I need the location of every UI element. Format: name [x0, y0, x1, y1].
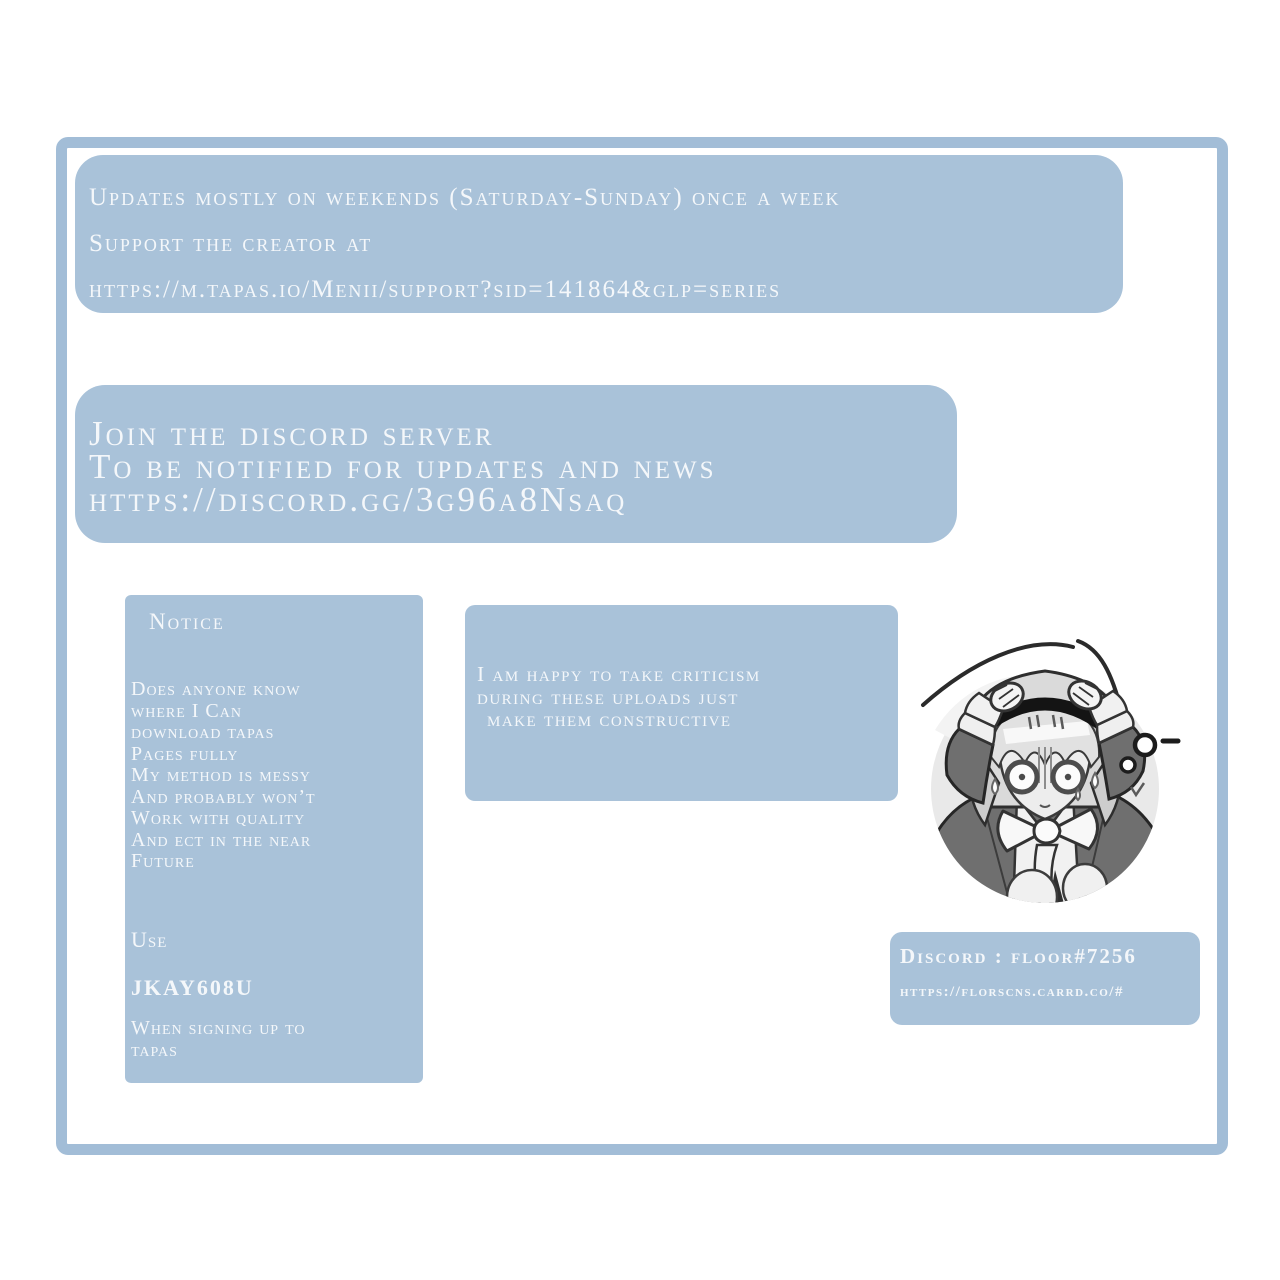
notice-line: My method is messy — [131, 764, 311, 786]
signup-line: tapas — [131, 1038, 178, 1061]
signup-instruction — [131, 1017, 419, 1061]
notified-updates-text: To be notified for updates and news — [89, 447, 717, 486]
notice-title: Notice — [149, 609, 225, 634]
join-discord-text: Join the discord server — [89, 414, 495, 453]
updates-schedule-text: Updates mostly on weekends (Saturday-Sunday) once a week — [89, 184, 841, 211]
criticism-line: I am happy to take criticism — [477, 662, 761, 686]
criticism-line: during these uploads just — [477, 684, 739, 709]
notice-line: Does anyone know — [131, 678, 301, 700]
criticism-line: make them constructive — [487, 707, 732, 731]
tapas-support-url: https://m.tapas.io/Menii/support?sid=141864&glp=series — [89, 276, 782, 303]
notice-line: And ect in the near — [131, 828, 312, 851]
signup-line: When signing up to — [131, 1016, 306, 1039]
support-creator-text: Support the creator at — [89, 230, 373, 257]
notice-line: Work with quality — [131, 807, 306, 829]
discord-panel — [75, 385, 957, 543]
stressed-girl-avatar — [895, 625, 1200, 915]
notice-line: download tapas — [131, 721, 275, 743]
carrd-url: https://florscns.carrd.co/# — [900, 984, 1124, 1000]
notice-body — [131, 679, 419, 873]
updates-panel — [75, 155, 1123, 313]
discord-invite-url: https://discord.gg/3g96a8Nsaq — [89, 480, 628, 519]
notice-line: Future — [131, 850, 195, 872]
notice-panel — [125, 595, 423, 1083]
criticism-panel — [465, 605, 898, 801]
use-label: Use — [131, 926, 168, 952]
discord-handle: Discord : floor#7256 — [900, 944, 1137, 968]
contact-panel — [890, 932, 1200, 1025]
signup-code: JKAY608U — [131, 974, 254, 1000]
notice-line: Pages fully — [131, 742, 239, 765]
notice-line: where I Can — [131, 699, 242, 722]
notice-line: And probably won’t — [131, 785, 316, 808]
